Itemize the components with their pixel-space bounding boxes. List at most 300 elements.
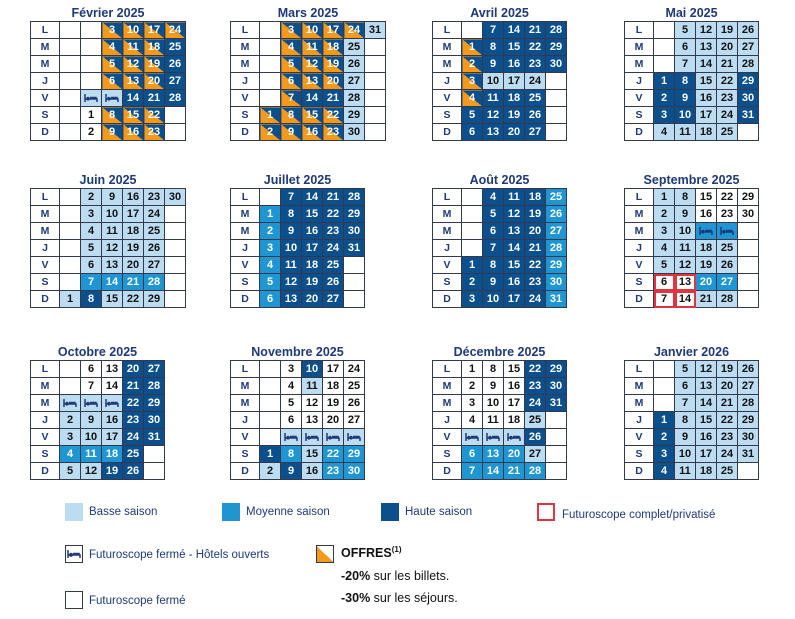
day-number: 19 [720, 24, 734, 36]
day-letter: S [433, 107, 462, 124]
empty-cell [165, 206, 186, 223]
day-cell [344, 189, 365, 206]
day-number: 11 [679, 465, 691, 477]
day-letter: J [433, 73, 462, 90]
day-number: 10 [678, 109, 692, 121]
day-number: 3 [468, 75, 476, 87]
day-letter: L [433, 189, 462, 206]
month-title: Septembre 2025 [643, 173, 740, 187]
day-number: 21 [326, 92, 340, 104]
day-cell [525, 124, 546, 141]
day-cell [344, 378, 365, 395]
day-number: 10 [486, 293, 500, 305]
day-cell [462, 257, 483, 274]
day-cell [144, 240, 165, 257]
day-cell [123, 39, 144, 56]
day-cell [102, 223, 123, 240]
day-cell [504, 395, 525, 412]
day-number: 11 [306, 380, 318, 392]
day-cell [675, 257, 696, 274]
day-cell [123, 429, 144, 446]
day-number: 5 [287, 397, 295, 409]
day-cell [81, 107, 102, 124]
empty-cell [60, 107, 81, 124]
empty-cell [144, 446, 165, 463]
day-number: 30 [741, 208, 755, 220]
day-cell [165, 73, 186, 90]
day-cell [504, 274, 525, 291]
bed-icon [698, 225, 714, 237]
day-cell [144, 22, 165, 39]
day-number: 16 [507, 276, 521, 288]
day-number: 21 [147, 92, 161, 104]
day-number: 10 [126, 24, 140, 36]
day-number: 27 [347, 75, 361, 87]
day-cell [675, 189, 696, 206]
day-cell [717, 291, 738, 308]
day-cell [281, 124, 302, 141]
day-cell [102, 189, 123, 206]
day-letter: M [433, 39, 462, 56]
day-cell [675, 39, 696, 56]
day-cell [654, 463, 675, 480]
day-cell [281, 257, 302, 274]
day-cell [302, 395, 323, 412]
day-cell [165, 39, 186, 56]
day-number: 8 [681, 75, 689, 87]
empty-cell [60, 73, 81, 90]
day-number: 13 [486, 448, 500, 460]
empty-cell [654, 395, 675, 412]
day-cell [462, 395, 483, 412]
day-cell [525, 429, 546, 446]
day-number: 23 [528, 58, 542, 70]
day-cell [302, 463, 323, 480]
day-number: 29 [549, 41, 563, 53]
day-cell [344, 124, 365, 141]
day-number: 11 [306, 41, 318, 53]
empty-cell [654, 378, 675, 395]
day-number: 6 [468, 126, 476, 138]
day-letter: D [625, 463, 654, 480]
legend-swatch-ferme-hotels [65, 545, 83, 563]
day-letter: D [31, 124, 60, 141]
day-number: 29 [147, 293, 161, 305]
day-number: 23 [720, 208, 734, 220]
day-number: 2 [468, 58, 476, 70]
day-cell [81, 291, 102, 308]
day-cell [717, 378, 738, 395]
day-letter: V [433, 257, 462, 274]
day-cell [483, 361, 504, 378]
empty-cell [344, 257, 365, 274]
day-cell [281, 90, 302, 107]
day-letter: M [31, 223, 60, 240]
day-number: 1 [266, 448, 274, 460]
day-cell [281, 223, 302, 240]
month-0 [30, 6, 186, 141]
day-cell [546, 291, 567, 308]
day-number: 29 [147, 397, 161, 409]
day-number: 22 [326, 448, 340, 460]
day-letter: J [31, 412, 60, 429]
day-cell [525, 446, 546, 463]
empty-cell [165, 240, 186, 257]
day-number: 16 [305, 225, 319, 237]
day-cell [260, 291, 281, 308]
day-cell [717, 274, 738, 291]
empty-cell [738, 257, 759, 274]
day-cell [504, 124, 525, 141]
day-number: 16 [699, 208, 713, 220]
day-cell [165, 90, 186, 107]
day-cell [696, 395, 717, 412]
day-number: 2 [468, 380, 476, 392]
day-number: 1 [660, 75, 668, 87]
empty-cell [60, 257, 81, 274]
day-cell [323, 463, 344, 480]
day-letter: M [31, 395, 60, 412]
day-cell [260, 463, 281, 480]
day-number: 23 [326, 465, 340, 477]
empty-cell [60, 274, 81, 291]
day-number: 3 [660, 109, 668, 121]
day-number: 10 [486, 397, 500, 409]
day-cell [102, 446, 123, 463]
day-cell [144, 206, 165, 223]
day-number: 13 [507, 225, 521, 237]
day-number: 10 [486, 75, 500, 87]
day-number: 30 [147, 414, 161, 426]
day-cell [738, 361, 759, 378]
day-number: 16 [105, 414, 119, 426]
day-cell [483, 274, 504, 291]
day-cell [123, 257, 144, 274]
day-number: 3 [87, 208, 95, 220]
day-letter: L [231, 361, 260, 378]
day-cell [654, 73, 675, 90]
day-number: 30 [347, 126, 361, 138]
day-cell [717, 361, 738, 378]
day-cell [738, 429, 759, 446]
day-letter: S [625, 446, 654, 463]
day-number: 8 [489, 363, 497, 375]
day-letter: J [625, 73, 654, 90]
empty-cell [654, 39, 675, 56]
day-number: 19 [326, 397, 340, 409]
day-number: 25 [720, 242, 734, 254]
empty-cell [738, 274, 759, 291]
day-number: 30 [741, 92, 755, 104]
day-cell [675, 291, 696, 308]
day-cell [81, 124, 102, 141]
day-number: 20 [507, 126, 521, 138]
day-cell [281, 22, 302, 39]
empty-cell [60, 223, 81, 240]
day-cell [525, 223, 546, 240]
day-cell [260, 240, 281, 257]
day-cell [144, 223, 165, 240]
day-cell [462, 56, 483, 73]
day-cell [654, 274, 675, 291]
day-number: 7 [287, 92, 295, 104]
day-cell [344, 361, 365, 378]
day-number: 16 [305, 126, 319, 138]
day-letter: M [31, 206, 60, 223]
bed-icon [66, 546, 82, 562]
month-title: Avril 2025 [470, 6, 529, 20]
day-letter: M [625, 395, 654, 412]
day-number: 28 [347, 92, 361, 104]
day-cell [123, 206, 144, 223]
day-cell [504, 378, 525, 395]
day-cell [546, 257, 567, 274]
day-number: 10 [305, 24, 319, 36]
day-cell [462, 446, 483, 463]
day-number: 7 [87, 380, 95, 392]
day-cell [696, 240, 717, 257]
empty-cell [260, 22, 281, 39]
day-number: 2 [660, 431, 668, 443]
day-number: 11 [127, 41, 139, 53]
day-number: 11 [487, 414, 499, 426]
day-cell [462, 90, 483, 107]
empty-cell [60, 124, 81, 141]
day-cell [483, 395, 504, 412]
day-number: 3 [66, 431, 74, 443]
day-cell [696, 90, 717, 107]
day-cell [302, 361, 323, 378]
empty-cell [546, 412, 567, 429]
day-letter: S [231, 107, 260, 124]
day-cell [483, 22, 504, 39]
day-number: 16 [507, 58, 521, 70]
day-number: 9 [681, 92, 689, 104]
empty-cell [654, 361, 675, 378]
day-cell [654, 223, 675, 240]
day-cell [738, 446, 759, 463]
bed-icon [304, 431, 320, 443]
day-number: 9 [489, 276, 497, 288]
legend-basse: Basse saison [89, 506, 158, 518]
day-cell [483, 56, 504, 73]
day-cell [483, 223, 504, 240]
day-cell [102, 124, 123, 141]
day-cell [525, 257, 546, 274]
day-number: 22 [720, 414, 734, 426]
day-number: 30 [549, 380, 563, 392]
day-number: 2 [266, 465, 274, 477]
day-number: 18 [528, 191, 542, 203]
day-number: 14 [699, 397, 713, 409]
day-letter: M [31, 378, 60, 395]
day-number: 29 [549, 363, 563, 375]
day-cell [717, 206, 738, 223]
day-number: 21 [507, 465, 521, 477]
empty-cell [260, 73, 281, 90]
empty-cell [260, 395, 281, 412]
day-cell [675, 56, 696, 73]
day-letter: S [433, 274, 462, 291]
day-number: 28 [347, 191, 361, 203]
day-number: 27 [147, 363, 161, 375]
day-cell [123, 378, 144, 395]
day-number: 22 [326, 208, 340, 220]
day-cell [302, 107, 323, 124]
day-letter: V [625, 257, 654, 274]
day-cell [123, 189, 144, 206]
day-number: 15 [507, 363, 521, 375]
day-cell [717, 124, 738, 141]
day-cell [525, 361, 546, 378]
day-letter: L [31, 189, 60, 206]
day-cell [323, 189, 344, 206]
day-number: 24 [528, 397, 542, 409]
day-cell [696, 291, 717, 308]
day-cell [462, 73, 483, 90]
day-number: 17 [126, 208, 140, 220]
day-cell [60, 446, 81, 463]
day-cell [696, 412, 717, 429]
legend-swatch-offres [316, 545, 334, 563]
day-cell [546, 206, 567, 223]
day-cell [102, 257, 123, 274]
day-letter: S [231, 274, 260, 291]
day-number: 31 [549, 293, 563, 305]
empty-cell [260, 412, 281, 429]
day-cell [144, 361, 165, 378]
day-number: 3 [660, 225, 668, 237]
day-cell [504, 189, 525, 206]
day-letter: D [231, 291, 260, 308]
day-number: 11 [679, 126, 691, 138]
day-cell [302, 206, 323, 223]
day-number: 21 [720, 397, 734, 409]
empty-cell [546, 124, 567, 141]
day-number: 26 [549, 208, 563, 220]
day-cell [323, 124, 344, 141]
day-cell [696, 107, 717, 124]
day-number: 20 [326, 414, 340, 426]
day-letter: J [625, 412, 654, 429]
day-cell [323, 240, 344, 257]
day-cell [483, 39, 504, 56]
day-number: 18 [699, 242, 713, 254]
day-number: 1 [660, 414, 668, 426]
empty-cell [344, 274, 365, 291]
day-letter: J [231, 240, 260, 257]
closed-hotels-open-cell [281, 429, 302, 446]
day-number: 13 [305, 75, 319, 87]
day-number: 14 [486, 465, 500, 477]
day-cell [696, 73, 717, 90]
day-letter: S [625, 107, 654, 124]
bed-icon [506, 431, 522, 443]
day-number: 31 [549, 397, 563, 409]
day-number: 4 [489, 191, 497, 203]
day-number: 21 [126, 276, 140, 288]
day-letter: S [31, 274, 60, 291]
day-cell [281, 206, 302, 223]
day-cell [281, 56, 302, 73]
day-number: 4 [266, 259, 274, 271]
day-cell [260, 124, 281, 141]
day-cell [504, 56, 525, 73]
day-number: 16 [699, 92, 713, 104]
day-number: 6 [87, 363, 95, 375]
day-number: 2 [660, 92, 668, 104]
day-letter: V [231, 90, 260, 107]
day-cell [323, 395, 344, 412]
empty-cell [60, 240, 81, 257]
day-number: 20 [147, 75, 161, 87]
bed-icon [719, 225, 735, 237]
month-10 [432, 345, 567, 480]
day-number: 25 [528, 414, 542, 426]
day-letter: V [625, 90, 654, 107]
day-number: 26 [326, 276, 340, 288]
day-cell [281, 361, 302, 378]
day-number: 6 [287, 414, 295, 426]
day-cell [525, 39, 546, 56]
day-cell [102, 361, 123, 378]
day-cell [144, 90, 165, 107]
day-number: 5 [108, 58, 116, 70]
day-number: 9 [681, 431, 689, 443]
day-cell [302, 124, 323, 141]
day-number: 6 [287, 75, 295, 87]
day-cell [60, 463, 81, 480]
day-number: 22 [528, 41, 542, 53]
day-number: 1 [87, 109, 95, 121]
day-cell [696, 463, 717, 480]
empty-cell [260, 56, 281, 73]
bed-icon [104, 92, 120, 104]
empty-cell [462, 189, 483, 206]
day-cell [717, 446, 738, 463]
day-cell [323, 73, 344, 90]
day-cell [323, 446, 344, 463]
day-number: 17 [507, 397, 521, 409]
day-cell [546, 361, 567, 378]
bed-icon [283, 431, 299, 443]
bed-icon [325, 431, 341, 443]
day-cell [525, 107, 546, 124]
day-number: 9 [108, 126, 116, 138]
day-number: 14 [507, 242, 521, 254]
day-number: 23 [326, 225, 340, 237]
day-cell [102, 22, 123, 39]
closed-hotels-open-cell [462, 429, 483, 446]
day-cell [483, 463, 504, 480]
day-number: 15 [507, 41, 521, 53]
month-title: Novembre 2025 [251, 345, 344, 359]
day-cell [344, 412, 365, 429]
day-letter: D [433, 463, 462, 480]
day-number: 23 [147, 191, 161, 203]
empty-cell [260, 378, 281, 395]
day-number: 13 [105, 259, 119, 271]
day-number: 12 [486, 109, 500, 121]
day-cell [165, 22, 186, 39]
day-letter: D [31, 291, 60, 308]
day-number: 18 [326, 41, 340, 53]
day-cell [323, 412, 344, 429]
day-cell [696, 39, 717, 56]
day-cell [738, 412, 759, 429]
day-letter: S [433, 446, 462, 463]
day-cell [504, 223, 525, 240]
